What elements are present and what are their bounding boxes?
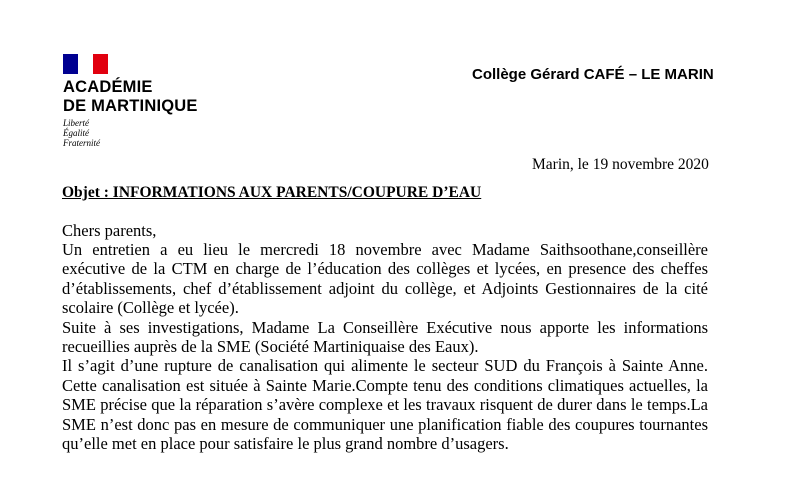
flag-red-stripe (93, 54, 108, 74)
greeting: Chers parents, (62, 221, 157, 240)
subject-line: Objet : INFORMATIONS AUX PARENTS/COUPURE D’EAU (62, 184, 482, 201)
motto-fraternite: Fraternité (63, 138, 100, 148)
paragraph-rupture: Il s’agit d’une rupture de canalisation qui alimente le secteur SUD du François à Sainte Anne. Cette canalisation est située à Sainte Marie.Compte tenu des conditions climatiques actuelles, la SME précise que la réparation s’avère complexe et les travaux risquent de durer dans le temps.La SME n’est donc pas en mesure de communiquer une planification fiable des coupures tournantes qu’elle met en place pour satisfaire le plus grand nombre d’usagers. (62, 356, 708, 454)
paragraph-investigation: Suite à ses investigations, Madame La Conseillère Exécutive nous apporte les informations recueillies auprès de la SME (Société Martiniquaise des Eaux). (62, 317, 708, 357)
academie-logo (58, 52, 208, 162)
republic-motto (63, 118, 100, 148)
flag-white-stripe (78, 54, 93, 74)
school-name: Collège Gérard CAFÉ – LE MARIN (472, 66, 714, 83)
french-flag-icon (63, 54, 108, 74)
date-line: Marin, le 19 novembre 2020 (532, 156, 709, 173)
flag-blue-stripe (63, 54, 78, 74)
motto-egalite: Égalité (63, 128, 89, 138)
academie-name (63, 78, 198, 116)
academie-line2: DE MARTINIQUE (63, 97, 198, 115)
academie-line1: ACADÉMIE (63, 78, 153, 96)
letter-body (62, 240, 708, 453)
motto-liberte: Liberté (63, 118, 89, 128)
paragraph-meeting: Un entretien a eu lieu le mercredi 18 novembre avec Madame Saithsoothane,conseillère exécutive de la CTM en charge de l’éducation des collèges et lycées, en presence des cheffes d’établissements, chef d’établissement adjoint du collège, et Adjoints Gestionnaires de la cité scolaire (Collège et lycée). (62, 240, 708, 318)
